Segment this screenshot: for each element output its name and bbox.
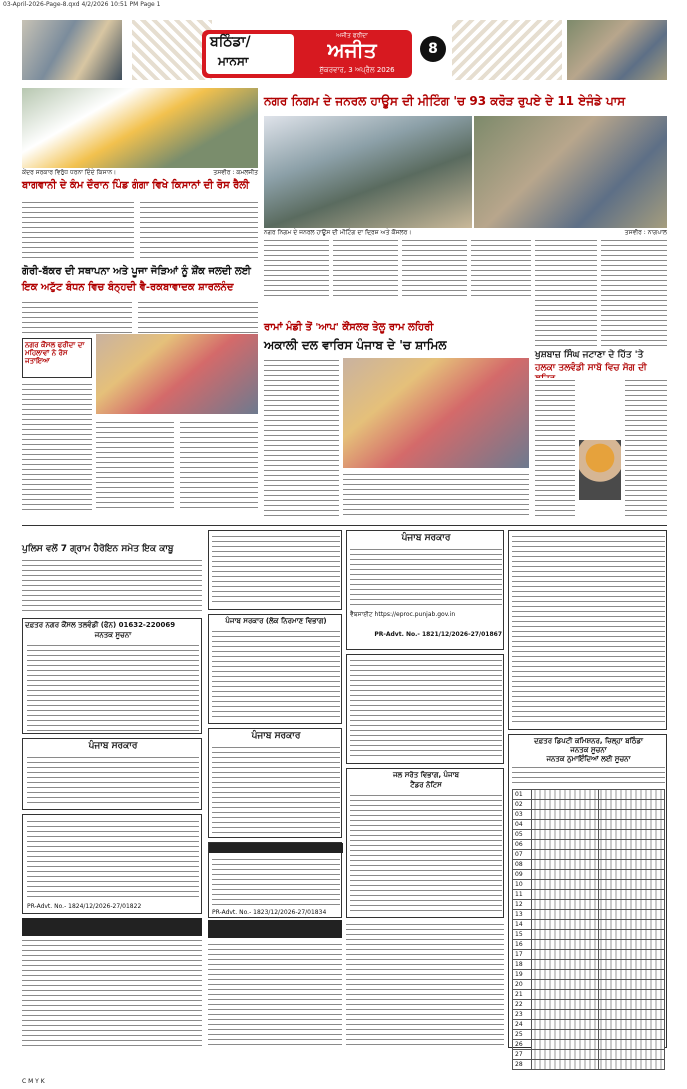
table-row: 23 (513, 1010, 665, 1020)
right-notice-sub: ਜਨਤਕ ਸੂਚਨਾ (570, 746, 607, 754)
lead-text-1 (264, 238, 329, 300)
table-row: 26 (513, 1040, 665, 1050)
cmyk-mark: C M Y K (22, 1078, 45, 1085)
left-top-text-col-2 (140, 200, 258, 262)
table-row: 08 (513, 860, 665, 870)
masthead-title-block (202, 30, 412, 78)
lead-photo-1 (264, 116, 472, 228)
brand-logo: ਅਜੀਤ (327, 38, 377, 62)
mid-text-2 (343, 472, 529, 518)
table-row: 12 (513, 900, 665, 910)
ad-mid-1 (208, 530, 342, 610)
table-row: 25 (513, 1030, 665, 1040)
table-row: 07 (513, 850, 665, 860)
left-mid-photo (96, 334, 258, 414)
left-lower-headline: ਪੁਲਿਸ ਵਲੋਂ 7 ਗ੍ਰਾਮ ਹੈਰੋਇਨ ਸਮੇਤ ਇਕ ਕਾਬੂ (22, 544, 174, 554)
mid-headline-2: ਅਕਾਲੀ ਦਲ ਵਾਰਿਸ ਪੰਜਾਬ ਦੇ 'ਚ ਸ਼ਾਮਿਲ (264, 338, 447, 352)
masthead-pattern-left (132, 20, 212, 80)
lead-credit: ਤਸਵੀਰ : ਨਾਗਪਾਲ (624, 229, 667, 236)
table-row: 10 (513, 880, 665, 890)
table-row: 02 (513, 800, 665, 810)
ad-center-4 (346, 922, 504, 1048)
ad1-sub: ਜਨਤਕ ਸੂਚਨਾ (94, 631, 132, 639)
mid-headline-1: ਰਾਮਾਂ ਮੰਡੀ ਤੋਂ 'ਆਪ' ਕੌਂਸਲਰ ਤੇਲੂ ਰਾਮ ਲਹਿਰੀ (264, 322, 434, 333)
ad-center-2 (346, 654, 504, 764)
masthead-pattern-right (452, 20, 562, 80)
brand-small: ਅਜੀਤ ਫਰੀਦਾ (336, 32, 368, 39)
table-row: 04 (513, 820, 665, 830)
table-row: 28 (513, 1060, 665, 1070)
table-row: 18 (513, 960, 665, 970)
table-row: 27 (513, 1050, 665, 1060)
mid-photo (343, 358, 529, 468)
table-row: 20 (513, 980, 665, 990)
city-left: ਬਠਿੰਡਾ/ (210, 34, 251, 50)
irrigation-sub: ਟੈਂਡਰ ਨੋਟਿਸ (410, 781, 442, 789)
lead-text-3 (402, 238, 467, 300)
ad1-title: ਦਫ਼ਤਰ ਨਗਰ ਕੌਂਸਲ ਤਲਵੰਡੀ (ਫੋਨ) 01632-220069 (25, 621, 176, 629)
mid-punjab-govt: ਪੰਜਾਬ ਸਰਕਾਰ (251, 731, 301, 741)
sidebar-text (22, 382, 92, 512)
ad-dark-banner-mid (208, 920, 342, 938)
date: ਸ਼ੁੱਕਰਵਾਰ, 3 ਅਪ੍ਰੈਲ 2026 (319, 66, 395, 74)
irrigation-title: ਜਲ ਸਰੋਤ ਵਿਭਾਗ, ਪੰਜਾਬ (392, 771, 459, 779)
main-ad-code: PR-Advt. No.- 1821/12/2026-27/01867 (374, 631, 502, 638)
sidebar-box (22, 338, 92, 378)
right-headline-2: ਹਲਕਾ ਤਲਵੰਡੀ ਸਾਬੋ ਵਿਚ ਸੋਗ ਦੀ (535, 363, 647, 373)
left-lower-text (22, 558, 202, 614)
ad-nagar-council (22, 618, 202, 734)
table-row: 06 (513, 840, 665, 850)
table-row: 13 (513, 910, 665, 920)
table-row: 09 (513, 870, 665, 880)
table-row: 05 (513, 830, 665, 840)
table-row: 03 (513, 810, 665, 820)
right-headline-1: ਖੁਸ਼ਬਾਜ਼ ਸਿੰਘ ਜਟਾਣਾ ਦੇ ਹਿੱਤ 'ਤੇ (535, 350, 644, 360)
table-title: ਜਨਤਕ ਨੁਮਾਇੰਦਿਆਂ ਲਈ ਸੂਚਨਾ (546, 755, 631, 763)
main-ad-title: ਪੰਜਾਬ ਸਰਕਾਰ (401, 533, 451, 543)
masthead-left-photo (22, 20, 122, 80)
right-portrait (579, 440, 621, 500)
masthead-right-photo (567, 20, 667, 80)
right-text-2 (625, 378, 667, 518)
left-mid-headline-1: ਗੋਰੀ-ਬੱਕਰ ਦੀ ਸਥਾਪਨਾ ਅਤੇ ਪੂਜਾ ਜੋੜਿਆਂ ਨੂੰ ਸ਼ੌਂਕ ਜਲਦੀ ਲਈ (22, 266, 251, 277)
table-row: 22 (513, 1000, 665, 1010)
main-ad-eproc: ਵੈੱਬਸਾਈਟ https://eproc.punjab.gov.in (350, 611, 456, 618)
ad-mid-2 (208, 614, 342, 724)
left-top-photo (22, 88, 258, 168)
table-row: 24 (513, 1020, 665, 1030)
table-row: 15 (513, 930, 665, 940)
lead-caption: ਨਗਰ ਨਿਗਮ ਦੇ ਜਨਰਲ ਹਾਊਸ ਦੀ ਮੀਟਿੰਗ ਦਾ ਦ੍ਰਿਸ਼ ਅਤੇ ਕੌਂਸਲਰ। (264, 229, 412, 236)
ad-mid-3 (208, 728, 342, 838)
table-row: 19 (513, 970, 665, 980)
left-mid-text-1 (22, 300, 132, 336)
lead-text-4 (471, 238, 531, 300)
page-number: 8 (420, 36, 446, 62)
lead-text-6 (601, 238, 667, 346)
ad-irrigation (346, 768, 504, 918)
lead-photo-2 (474, 116, 667, 228)
table-row: 17 (513, 950, 665, 960)
left-mid-headline-2: ਇਕ ਅਟੁੱਟ ਬੰਧਨ ਵਿਚ ਬੰਨ੍ਹਦੀ ਵੈ-ਰਕਬਾਵਾਦਕ ਸ਼ਾਰਲਨੰਦ (22, 282, 234, 293)
left-top-headline: ਬਾਗਵਾਨੀ ਦੇ ਕੰਮ ਦੌਰਾਨ ਪਿੰਡ ਗੰਗਾ ਵਿਖੇ ਕਿਸਾਨਾਂ ਦੀ ਰੋਸ ਰੈਲੀ (22, 180, 250, 191)
left-mid-text-2 (138, 300, 258, 336)
lead-text-2 (333, 238, 398, 300)
sidebar-title: ਨਗਰ ਕੌਂਸਲ ਫਰੀਦਾ ਦਾ ਮਹਿਲਾਵਾਂ ਨੇ ਰੋਸ ਜਤਾਇਆ (25, 341, 85, 365)
mid-notice-title: ਪੰਜਾਬ ਸਰਕਾਰ (ਲੋਕ ਨਿਰਮਾਣ ਵਿਭਾਗ) (225, 617, 327, 625)
lead-headline: ਨਗਰ ਨਿਗਮ ਦੇ ਜਨਰਲ ਹਾਊਸ ਦੀ ਮੀਟਿੰਗ 'ਚ 93 ਕਰੋੜ ਰੁਪਏ ਦੇ 11 ਏਜੰਡੇ ਪਾਸ (264, 94, 626, 108)
ad-punjab-govt-left (22, 738, 202, 810)
right-text-1 (535, 378, 575, 518)
ad-mid-4 (208, 842, 342, 918)
masthead (22, 12, 667, 92)
city-left-2: ਮਾਨਸਾ (218, 54, 249, 68)
table-row: 16 (513, 940, 665, 950)
ad-dark-banner-left (22, 918, 202, 936)
ad-left-4 (22, 938, 202, 1048)
ad-mid-5 (208, 942, 342, 1048)
left-top-credit: ਤਸਵੀਰ : ਕਮਲਜੀਤ (213, 169, 258, 176)
table-row: 21 (513, 990, 665, 1000)
lead-text-5 (535, 238, 597, 346)
notice-table (512, 789, 665, 1068)
mid-ad-code: PR-Advt. No.- 1823/12/2026-27/01834 (212, 909, 327, 916)
table-row: 01 (513, 790, 665, 800)
table-row: 11 (513, 890, 665, 900)
ad2-title: ਪੰਜਾਬ ਸਰਕਾਰ (88, 741, 138, 751)
left-mid-text-4 (180, 420, 258, 512)
table-row: 14 (513, 920, 665, 930)
left-top-caption: ਕੇਂਦਰ ਸਰਕਾਰ ਵਿਰੁੱਧ ਧਰਨਾ ਦਿੰਦੇ ਕਿਸਾਨ। (22, 169, 117, 176)
ad-left-3 (22, 814, 202, 914)
left-top-text-col-1 (22, 200, 134, 262)
ad3-code: PR-Advt. No.- 1824/12/2026-27/01822 (27, 903, 142, 910)
mid-text-1 (264, 358, 339, 518)
ad-right-table (508, 734, 667, 1068)
ad-right-1 (508, 530, 667, 730)
right-notice-title: ਦਫ਼ਤਰ ਡਿਪਟੀ ਕਮਿਸ਼ਨਰ, ਜ਼ਿਲ੍ਹਾ ਬਠਿੰਡਾ (534, 737, 643, 745)
ad-punjab-govt-main (346, 530, 504, 650)
left-mid-text-3 (96, 420, 174, 512)
print-slug: 03-April-2026-Page-8.qxd 4/2/2026 10:51 PM Page 1 (3, 1, 161, 8)
